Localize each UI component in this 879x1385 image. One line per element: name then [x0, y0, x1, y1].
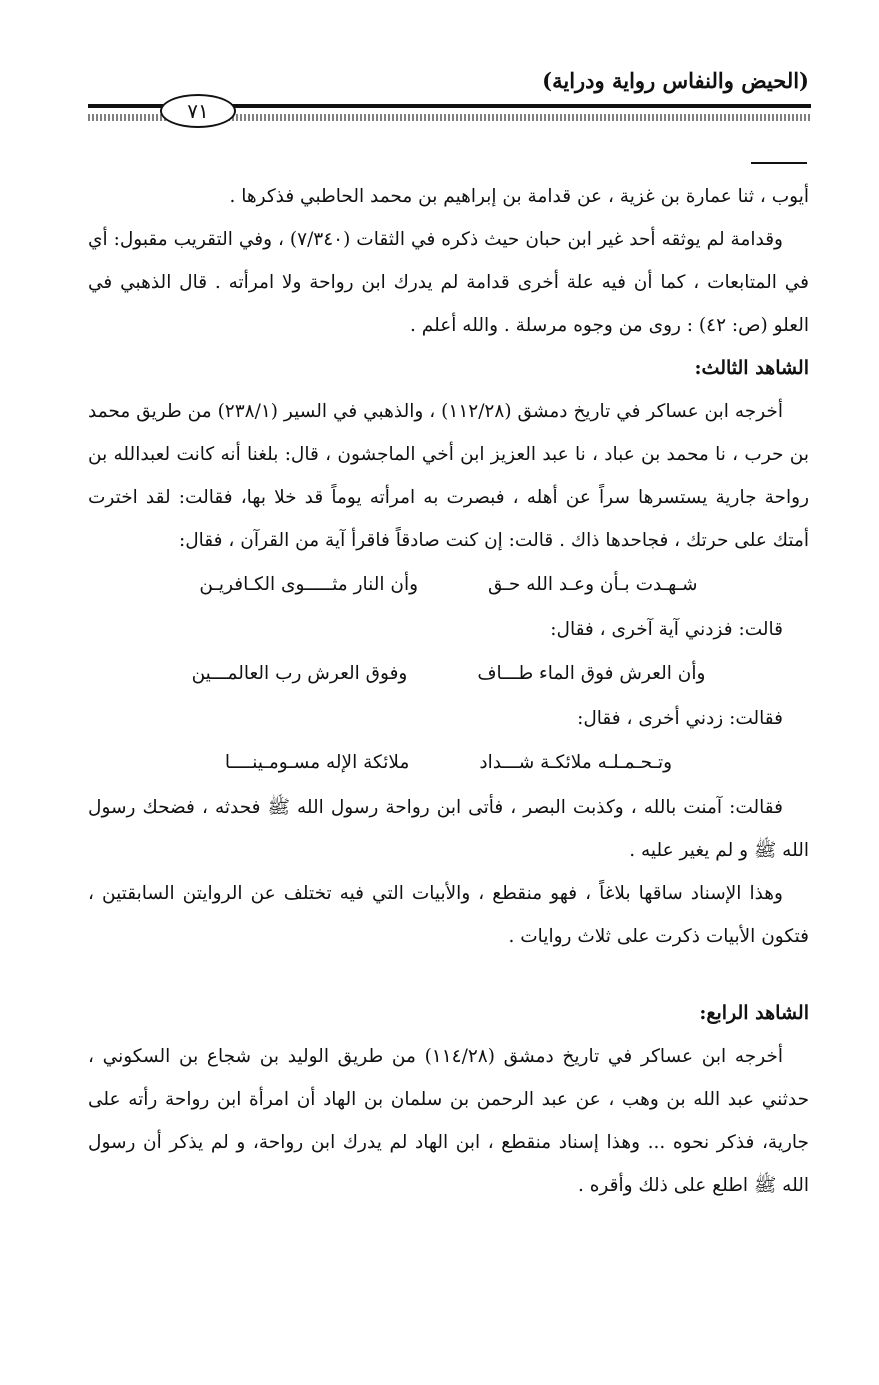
- verse-2-first-hemistich: وأن العرش فوق الماء طـــاف: [477, 663, 706, 684]
- verse-1-first-hemistich: شـهـدت بـأن وعـد الله حـق: [488, 574, 698, 595]
- page-body: [88, 175, 809, 1207]
- verse-2-second-hemistich: وفوق العرش رب العالمـــين: [191, 663, 408, 684]
- paragraph-fourth-witness: أخرجه ابن عساكر في تاريخ دمشق (١١٤/٢٨) من طريق الوليد بن شجاع بن السكوني ، حدثني عبد الله بن وهب ، عن عبد الرحمن بن سلمان بن الهاد أن امرأة ابن رواحة رأته على جارية، فذكر نحوه ... وهذا إسناد منقطع ، ابن الهاد لم يدرك ابن رواحة، و لم يذكر أن رسول الله ﷺ اطلع على ذلك وأقره .: [88, 1046, 809, 1196]
- paragraph-request-2: فقالت: زدني أخرى ، فقال:: [577, 708, 783, 729]
- running-title: (الحيض والنفاس رواية ودراية): [542, 68, 809, 93]
- verse-3-first-hemistich: وتـحـمـلـه ملائكـة شـــداد: [479, 752, 673, 773]
- verse-3-second-hemistich: ملائكة الإله مسـومـينــــا: [224, 752, 410, 773]
- paragraph-qudama: وقدامة لم يوثقه أحد غير ابن حبان حيث ذكره في الثقات (٧/٣٤٠) ، وفي التقريب مقبول: أي في المتابعات ، كما أن فيه علة أخرى قدامة لم يدرك ابن رواحة ولا امرأته . قال الذهبي في العلو (ص: ٤٢) : روى من وجوه مرسلة . والله أعلم .: [88, 229, 809, 336]
- paragraph-request-1: قالت: فزدني آية آخرى ، فقال:: [550, 619, 783, 640]
- verse-line-3: [88, 740, 809, 786]
- verse-line-2: [88, 651, 809, 697]
- verse-1-second-hemistich: وأن النار مثـــــوى الكـافريـن: [199, 574, 419, 595]
- paragraph-third-witness: أخرجه ابن عساكر في تاريخ دمشق (١١٢/٢٨) ، والذهبي في السير (٢٣٨/١) من طريق محمد بن حرب ، نا محمد بن عباد ، نا عبد العزيز ابن أخي الماجشون ، قال: بلغنا أنه كانت لعبدالله بن رواحة جارية يستسرها سراً عن أهله ، فبصرت به امرأته يوماً قد خلا بها، فقالت: لقد اخترت أمتك على حرتك ، فجاحدها ذاك . قالت: إن كنت صادقاً فاقرأ آية من القرآن ، فقال:: [88, 401, 809, 551]
- heading-fourth-witness: الشاهد الرابع:: [699, 1002, 809, 1024]
- heading-third-witness: الشاهد الثالث:: [694, 357, 809, 379]
- paragraph-isnad-note: وهذا الإسناد ساقها بلاغاً ، فهو منقطع ، والأبيات التي فيه تختلف عن الروايتن السابقتين ، فتكون الأبيات ذكرت على ثلاث روايات .: [88, 883, 809, 947]
- paragraph-continuation: أيوب ، ثنا عمارة بن غزية ، عن قدامة بن إبراهيم بن محمد الحاطبي فذكرها .: [229, 186, 809, 207]
- header-rule-left: [88, 104, 163, 108]
- footnote-separator: [751, 162, 807, 164]
- verse-line-1: [88, 562, 809, 608]
- page-number: ٧١: [160, 94, 236, 128]
- paragraph-conclusion: فقالت: آمنت بالله ، وكذبت البصر ، فأتى ابن رواحة رسول الله ﷺ فحدثه ، فضحك رسول الله ﷺ و لم يغير عليه .: [88, 797, 809, 861]
- header-rule: [232, 104, 811, 108]
